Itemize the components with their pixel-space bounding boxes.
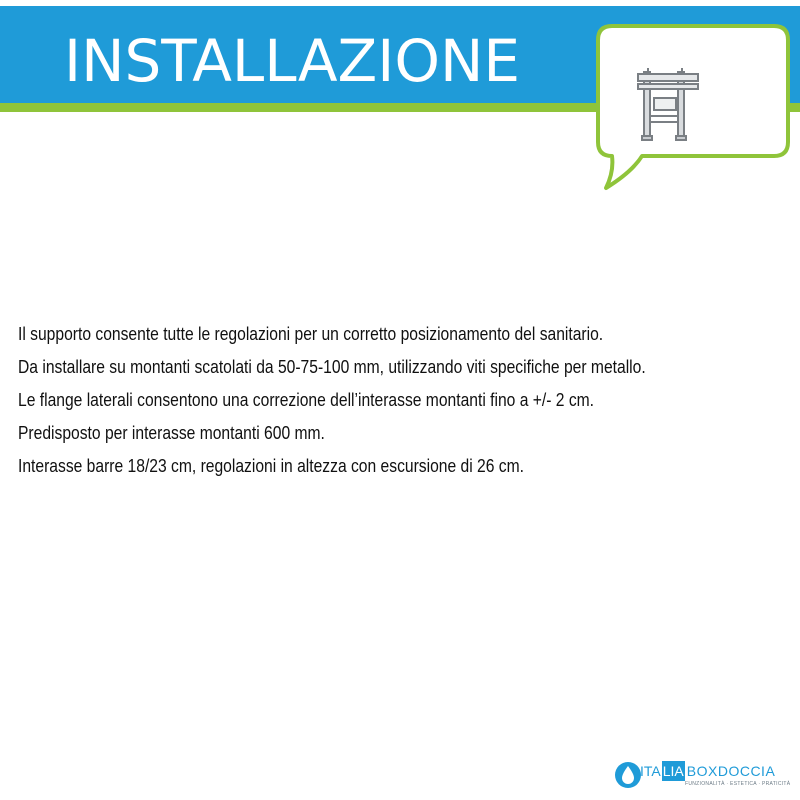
text-line: Interasse barre 18/23 cm, regolazioni in altezza con escursione di 26 cm. [18,456,525,476]
logo-tagline: FUNZIONALITÀ · ESTETICA · PRATICITÀ [685,781,791,787]
logo-part-boxdoccia: BOXDOCCIA [686,763,776,779]
brand-logo [614,758,792,792]
logo-part-lia: LIA [662,763,684,779]
text-line: Da installare su montanti scatolati da 50-75-100 mm, utilizzando viti specifiche per metallo. [18,357,646,377]
text-line: Il supporto consente tutte le regolazioni per un corretto posizionamento del sanitario. [18,324,604,344]
logo-wordmark [638,761,775,781]
text-line: Predisposto per interasse montanti 600 mm. [18,423,325,443]
speech-bubble [582,22,792,194]
page-title: INSTALLAZIONE [64,27,521,95]
installation-text [18,318,680,483]
logo-part-ita: ITA [640,763,661,779]
text-line: Le flange laterali consentono una correzione dell’interasse montanti fino a +/- 2 cm. [18,390,595,410]
